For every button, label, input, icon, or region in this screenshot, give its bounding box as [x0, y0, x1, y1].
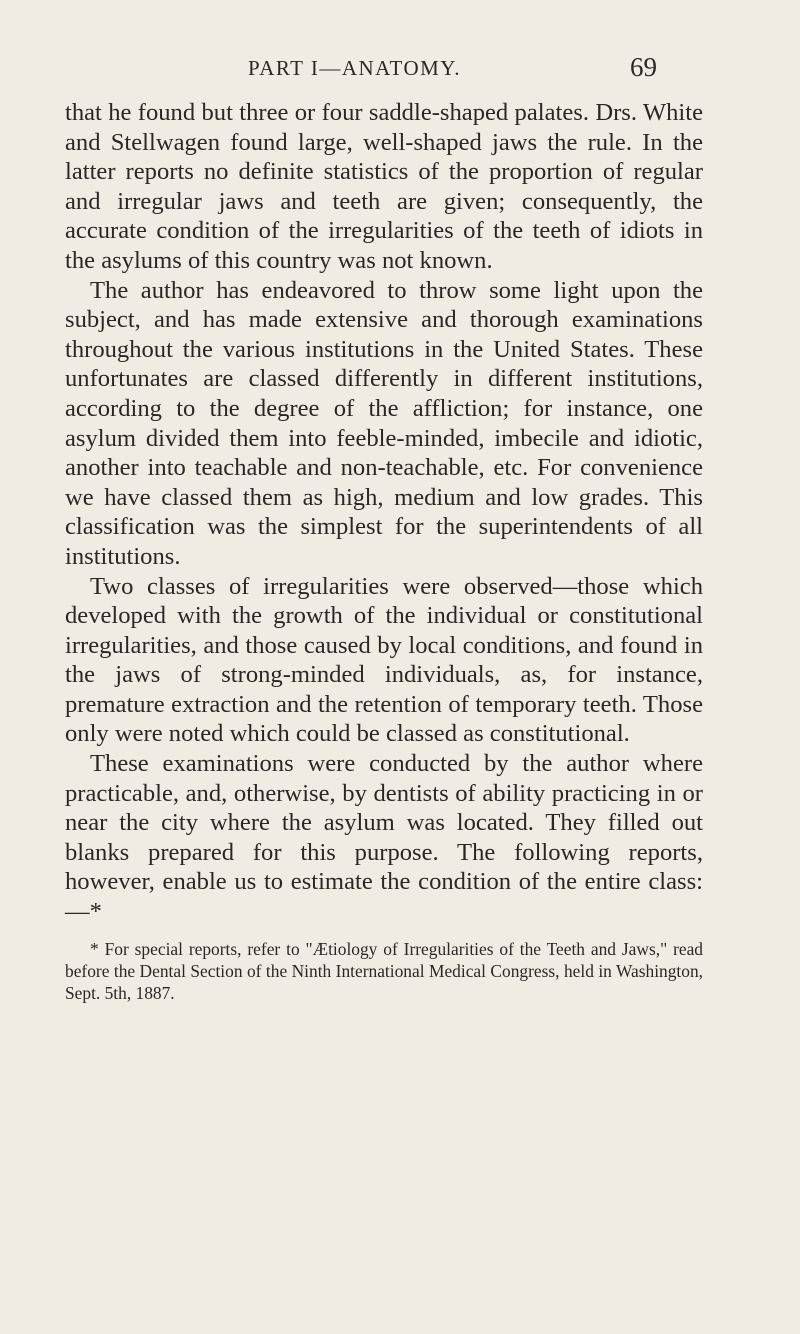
paragraph-examinations-conducted: These examinations were conducted by the author where practicable, and, otherwise, by dentists of ability practicing in or near the city where the asylum was located. They filled out blanks prepared for this purpose. The following reports, however, enable us to estimate the condition of the entire class:—* — [65, 750, 703, 926]
paragraph-two-classes: Two classes of irregularities were observed—those which developed with the growth of the individual or constitutional irregularities, and those caused by local conditions, and found in the jaws of strong-minded individuals, as, for instance, premature extraction and the retention of temporary teeth. Those only were noted which could be classed as constitutional. — [65, 572, 703, 748]
running-head-title: PART I—ANATOMY. — [248, 56, 462, 80]
page-number: 69 — [630, 52, 657, 82]
paragraph-continued: that he found but three or four saddle-shaped palates. Drs. White and Stellwagen found large, well-shaped jaws the rule. In the latter reports no definite statistics of the proportion of regular and irregular jaws and teeth are given; consequently, the accurate condition of the irregularities of the teeth of idiots in the asylums of this country was not known. — [65, 99, 703, 274]
running-head — [0, 54, 800, 88]
paragraph-author-examinations: The author has endeavored to throw some light upon the subject, and has made extensive and thorough examinations throughout the various institutions in the United States. These unfortunates are classed differently in different institutions, according to the degree of the affliction; for instance, one asylum divided them into feeble-minded, imbecile and idiotic, another into teachable and non-teachable, etc. For convenience we have classed them as high, medium and low grades. This classification was the simplest for the superintendents of all institutions. — [65, 276, 703, 570]
footnote-text: * For special reports, refer to "Ætiology of Irregularities of the Teeth and Jaws," read before the Dental Section of the Ninth International Medical Congress, held in Washington, Sept. 5th, 1887. — [65, 939, 703, 1003]
footnote — [65, 938, 703, 1004]
body-text — [65, 98, 703, 927]
